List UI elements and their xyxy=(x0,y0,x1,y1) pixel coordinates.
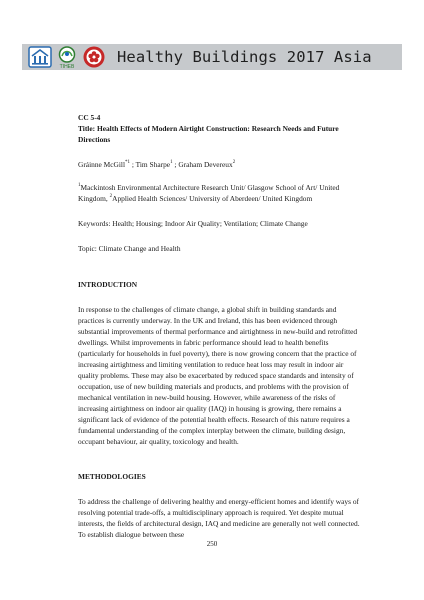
tiheb-logo-text: TIHEB xyxy=(59,64,75,69)
affiliation-mark: 1 xyxy=(78,182,81,188)
author-name: Graham Devereux xyxy=(178,160,233,169)
introduction-heading: INTRODUCTION xyxy=(78,280,138,289)
affiliation-list xyxy=(78,182,363,204)
page-number: 250 xyxy=(206,540,218,548)
author-name: Gráinne McGill xyxy=(78,160,125,169)
affiliation-mark: 2 xyxy=(109,193,113,199)
paper-abstract xyxy=(78,112,363,540)
flower-seal-logo-icon xyxy=(82,45,106,69)
keywords: Keywords: Health; Housing; Indoor Air Quality; Ventilation; Climate Change xyxy=(78,219,308,228)
methodologies-heading: METHODOLOGIES xyxy=(78,472,146,481)
paper-id: CC 5-4 xyxy=(78,113,101,122)
introduction-body: In response to the challenges of climate change, a global shift in building standards and practices is currently underway. In the UK and Ireland, this has been evidenced through substantial improvements of thermal performance and airtightness in new-build and retrofitted dwellings. Whilst improvements in fabric performance should lead to health benefits (particularly for households in fuel poverty), there is now growing concern that the practice of increasing airtightness and limiting ventilation to reduce heat loss may result in indoor air quality problems. These may also be exacerbated by reduced space standards and intensity of occupation, use of new building materials and products, and problems with the provision of mechanical ventilation in new-build housing. However, while awareness of the risks of increasing airtightness on indoor air quality (IAQ) in housing is growing, there remains a significant lack of evidence of the potential health effects. Research of this nature requires a fundamental understanding of the complex interplay between the climate, building design, occupant behaviour, air quality, toxicology and health. xyxy=(78,305,358,446)
paper-title: Title: Health Effects of Modern Airtight Construction: Research Needs and Future Directions xyxy=(78,124,339,144)
author-affiliation-mark: 2 xyxy=(232,159,236,165)
topic: Topic: Climate Change and Health xyxy=(78,244,181,253)
conference-title: Healthy Buildings 2017 Asia xyxy=(117,48,372,66)
author-list xyxy=(78,159,363,170)
methodologies-body: To address the challenge of delivering healthy and energy-efficient homes and identify ways of resolving potential trade-offs, a multidisciplinary approach is required. Yet despite mutual interests, the fields of architectural design, IAQ and medicine are generally not well connected. To establish dialogue between these xyxy=(78,497,360,539)
affiliation-text: Mackintosh Environmental Architecture Research Unit/ Glasgow School of Art/ United Kingdom, xyxy=(78,183,340,203)
author-affiliation-mark: *1 xyxy=(125,159,130,165)
author-name: Tim Sharpe xyxy=(135,160,171,169)
author-separator: ; xyxy=(130,160,136,169)
conference-logos xyxy=(28,45,112,69)
author-affiliation-mark: 1 xyxy=(170,159,173,165)
building-logo-icon xyxy=(28,45,52,69)
author-separator: ; xyxy=(172,160,179,169)
affiliation-text: Applied Health Sciences/ University of Aberdeen/ United Kingdom xyxy=(112,194,313,203)
tiheb-logo-icon xyxy=(55,45,79,69)
